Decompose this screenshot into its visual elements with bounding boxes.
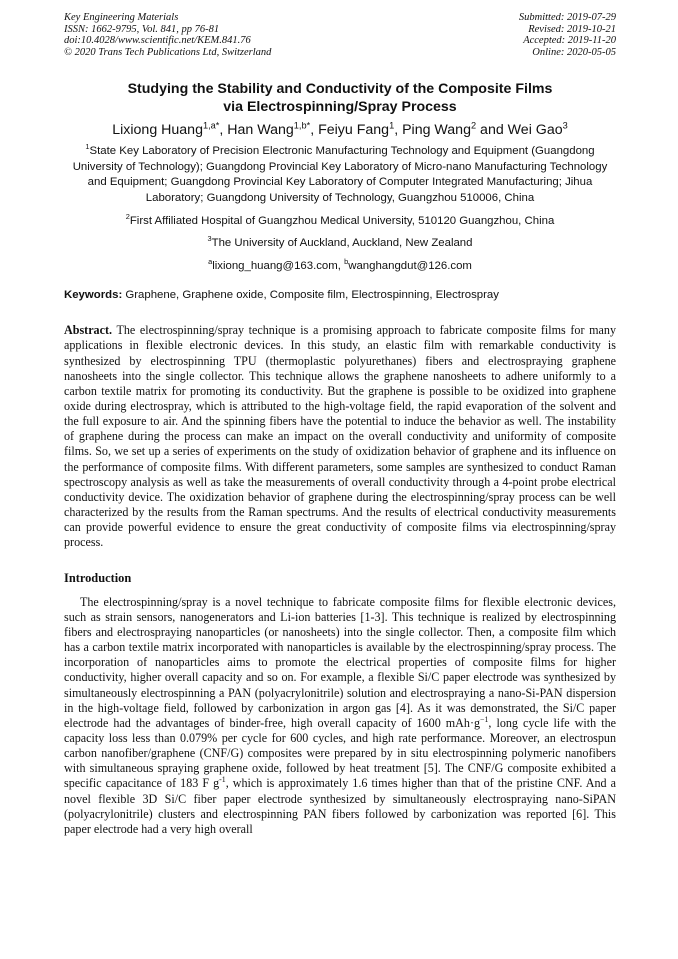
author-name: Feiyu Fang <box>318 122 390 139</box>
author-list <box>64 121 616 140</box>
date-revised: Revised: 2019-10-21 <box>528 23 616 35</box>
affiliation-text: The University of Auckland, Auckland, New Zealand <box>211 237 473 250</box>
author-name: Han Wang <box>227 122 294 139</box>
email-mark: a <box>208 257 213 267</box>
affiliation-text: First Affiliated Hospital of Guangzhou Medical University, 510120 Guangzhou, China <box>129 215 555 227</box>
date-accepted: Accepted: 2019-11-20 <box>523 35 616 47</box>
keywords-label: Keywords: <box>64 289 123 302</box>
introduction-paragraph <box>64 595 616 838</box>
abstract-label: Abstract. <box>64 323 113 338</box>
affiliation-mark: 2 <box>125 212 130 222</box>
keywords-text: Graphene, Graphene oxide, Composite film, Electrospinning, Electrospray <box>122 289 499 302</box>
submission-dates <box>519 12 616 58</box>
abstract-text: The electrospinning/spray technique is a promising approach to fabricate composite films for many applications in flexible electronic devices. In this study, an elastic film with remarkable conductivity is synthesized by electrospinning TPU (thermoplastic polyurethanes) fibers and electrospraying graphene nanosheets into the single collector. This technique allows the graphene nanosheets to adhere uniformly to a carbon textile matrix for promoting its conductivity. But the graphene is possible to be oxidized into graphene oxide during electrospray, which is attributed to the high-voltage field, the rapid evaporation of the solvent and the full exposure to air. And the spinning fibers have the potential to induce the behavior as well. The instability of graphene during the process can make an impact on the overall conductivity and uniformity of composite films. So, we set up a series of experiments on the study of oxidization behavior of graphene and its influence on the performance of composite films. With different parameters, some samples are synthesized to conduct Raman spectroscopy analysis as well as take the measurements of overall conductivity through a 4-point probe electrical conductivity device. The oxidization behavior of graphene during the electrospinning/spray process can be well characterized by the results from the Raman spectrums. And the results of electrical conductivity measurements can provide powerful evidence to ensure the great conductivity of composite films via electrospinning/spray process. <box>64 323 616 550</box>
journal-doi: doi:10.4028/www.scientific.net/KEM.841.76 <box>64 35 251 47</box>
email-link[interactable]: wanghangdut@126.com <box>348 259 472 272</box>
author-name: Lixiong Huang <box>112 122 203 139</box>
date-online: Online: 2020-05-05 <box>532 46 616 58</box>
author-affiliation-mark: 2 <box>470 120 477 131</box>
author-separator: , <box>394 122 403 139</box>
author-emails <box>64 259 616 274</box>
abstract <box>64 323 616 550</box>
author-affiliation-mark: 3 <box>562 120 568 131</box>
title-line-2: via Electrospinning/Spray Process <box>223 99 457 116</box>
email-link[interactable]: lixiong_huang@163.com <box>212 259 338 272</box>
paragraph-text: , which is approximately 1.6 times higher than that of the pristine CNF. And a novel flexible 3D Si/C fiber paper electrode synthesized by simultaneously electrospraying nano-SiPAN (polyacrylonitrile) clusters and electrospinning PAN fibers followed by carbonization was reported [6]. This paper electrode had a very high overall <box>64 776 616 836</box>
title-line-1: Studying the Stability and Conductivity of the Composite Films <box>127 81 553 98</box>
author-name: Ping Wang <box>402 122 471 139</box>
affiliation-1 <box>64 144 616 206</box>
journal-issn: ISSN: 1662-9795, Vol. 841, pp 76-81 <box>64 23 220 35</box>
keywords <box>64 288 616 303</box>
unit-superscript: -1 <box>219 775 226 785</box>
author-affiliation-mark: 1,b* <box>293 120 311 131</box>
affiliation-mark: 3 <box>207 234 212 244</box>
affiliation-text: State Key Laboratory of Precision Electronic Manufacturing Technology and Equipment (Guangdong University of Technology); Guangdong Provincial Key Laboratory of Micro-nano Manufacturing Technology and Equipment; Guangdong Provincial Key Laboratory of Computer Integrated Manufacturing; Jihua Laboratory; Guangdong University of Technology, Guangzhou 510006, China <box>72 145 608 204</box>
paragraph-text: , long cycle life with the capacity loss less than 0.079% per cycle for 600 cycles, and high rate performance. Moreover, an electrospun carbon nanofiber/graphene (CNF/G) composites were prepared by in situ electrospinning polymeric nanofibers with simultaneous spraying graphene oxide, followed by heat treatment [5]. The CNF/G composite exhibited a specific capacitance of 183 F g <box>64 715 616 791</box>
section-heading-introduction: Introduction <box>64 570 132 585</box>
author-affiliation-mark: 1,a* <box>202 120 220 131</box>
author-name: Wei Gao <box>507 122 563 139</box>
journal-name: Key Engineering Materials <box>64 12 179 23</box>
paper-page <box>64 12 616 837</box>
author-separator: , <box>310 122 319 139</box>
email-separator: , <box>337 259 345 272</box>
author-affiliation-mark: 1 <box>389 120 395 131</box>
affiliation-2 <box>64 214 616 229</box>
author-separator: , <box>219 122 228 139</box>
date-submitted: Submitted: 2019-07-29 <box>518 12 616 23</box>
journal-info <box>64 12 271 58</box>
unit-superscript: −1 <box>480 714 489 724</box>
affiliation-3 <box>64 236 616 251</box>
journal-header <box>64 12 616 58</box>
affiliation-mark: 1 <box>85 142 90 152</box>
email-mark: b <box>344 257 349 267</box>
author-separator: and <box>476 122 508 139</box>
journal-copyright: © 2020 Trans Tech Publications Ltd, Switzerland <box>64 46 272 58</box>
paragraph-text: The electrospinning/spray is a novel technique to fabricate composite films for flexible electronic devices, such as strain sensors, nanogenerators and Li-ion batteries [1-3]. This technique is realized by electrospinning fibers and electrospraying nanoparticles (or nanosheets) into the single collector. Then, a composite film which has a carbon textile matrix incorporated with nanoparticles is available by the electrospinning/spray process. The incorporation of nanoparticles aims to promote the electrical properties of composite films for higher conductivity, higher overall capacity and so on. For example, a flexible Si/C paper electrode was synthesized by simultaneously electrospinning a PAN (polyacrylonitrile) solution and electrospraying a nano-Si-PAN dispersion in the high-voltage field, followed by carbonization in argon gas [4]. As it was demonstrated, the Si/C paper electrode had the advantages of binder-free, high overall capacity of 1600 mAh·g <box>64 594 616 730</box>
paper-title <box>64 80 616 116</box>
